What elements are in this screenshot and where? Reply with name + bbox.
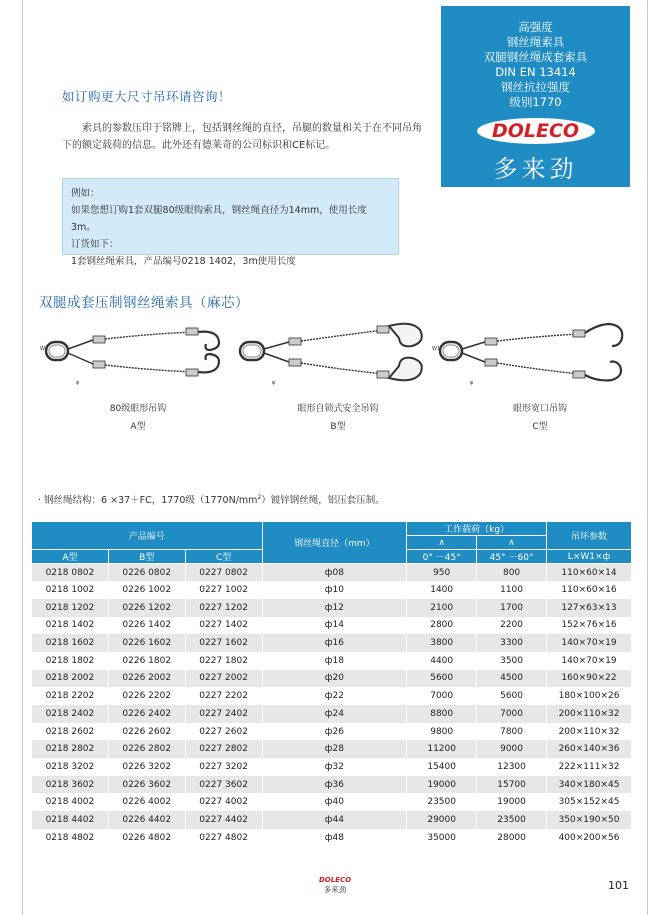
table-cell-r: 152×76×16 bbox=[547, 617, 632, 635]
table-cell-c: 0227 0802 bbox=[185, 564, 262, 582]
table-cell-l2: 3300 bbox=[477, 634, 547, 652]
table-cell-c: 0227 2002 bbox=[185, 670, 262, 688]
table-cell-l1: 2800 bbox=[407, 617, 477, 635]
table-cell-r: 140×70×19 bbox=[547, 634, 632, 652]
header-type-c: C型 bbox=[185, 550, 262, 564]
svg-text:W1: W1 bbox=[40, 346, 49, 352]
spec-line: 高强度 bbox=[518, 20, 553, 34]
footer-logo-cn: 多来劲 bbox=[323, 885, 347, 894]
table-cell-d: ф10 bbox=[262, 581, 407, 599]
table-cell-b: 0226 3602 bbox=[108, 776, 185, 794]
spec-note-pre: · 钢丝绳结构：6 ×37＋FC，1770级（1770N/mm bbox=[38, 495, 258, 506]
table-row bbox=[32, 811, 632, 829]
example-line: 订货如下： bbox=[71, 239, 119, 250]
table-row bbox=[32, 705, 632, 723]
brand-chinese-name: 多来劲 bbox=[493, 155, 578, 183]
table-cell-a: 0218 2002 bbox=[32, 670, 109, 688]
table-cell-c: 0227 4402 bbox=[185, 811, 262, 829]
table-row bbox=[32, 652, 632, 670]
table-cell-a: 0218 1402 bbox=[32, 617, 109, 635]
table-cell-a: 0218 4402 bbox=[32, 811, 109, 829]
table-cell-l1: 9800 bbox=[407, 723, 477, 741]
table-cell-r: 200×110×32 bbox=[547, 705, 632, 723]
product-table bbox=[31, 521, 632, 847]
table-cell-l2: 3500 bbox=[477, 652, 547, 670]
table-cell-r: 350×190×50 bbox=[547, 811, 632, 829]
table-cell-d: ф40 bbox=[262, 793, 407, 811]
table-row bbox=[32, 564, 632, 582]
table-cell-c: 0227 2202 bbox=[185, 687, 262, 705]
table-cell-l1: 950 bbox=[407, 564, 477, 582]
table-cell-l1: 5600 bbox=[407, 670, 477, 688]
table-cell-a: 0218 2802 bbox=[32, 740, 109, 758]
table-row bbox=[32, 793, 632, 811]
section-title: 双腿成套压制钢丝绳索具（麻芯） bbox=[39, 295, 249, 311]
header-ring-params: 吊环参数 bbox=[547, 522, 632, 550]
table-cell-r: 400×200×56 bbox=[547, 829, 632, 847]
table-cell-r: 222×111×32 bbox=[547, 758, 632, 776]
table-cell-d: ф44 bbox=[262, 811, 407, 829]
example-title: 例如： bbox=[71, 188, 100, 199]
table-cell-r: 160×90×22 bbox=[547, 670, 632, 688]
table-cell-l2: 28000 bbox=[477, 829, 547, 847]
table-cell-c: 0227 2402 bbox=[185, 705, 262, 723]
footer-logo-en: DOLECO bbox=[318, 876, 352, 884]
table-cell-r: 305×152×45 bbox=[547, 793, 632, 811]
table-cell-l1: 4400 bbox=[407, 652, 477, 670]
table-cell-r: 340×180×45 bbox=[547, 776, 632, 794]
header-type-a: A型 bbox=[32, 550, 109, 564]
table-cell-a: 0218 4802 bbox=[32, 829, 109, 847]
table-cell-c: 0227 1802 bbox=[185, 652, 262, 670]
svg-text:φ: φ bbox=[272, 380, 276, 386]
svg-text:W1: W1 bbox=[432, 346, 441, 352]
table-cell-l1: 8800 bbox=[407, 705, 477, 723]
brand-box bbox=[441, 6, 630, 187]
table-cell-l1: 35000 bbox=[407, 829, 477, 847]
table-row bbox=[32, 670, 632, 688]
table-cell-c: 0227 1202 bbox=[185, 599, 262, 617]
table-cell-r: 140×70×19 bbox=[547, 652, 632, 670]
table-cell-a: 0218 4002 bbox=[32, 793, 109, 811]
table-cell-a: 0218 0802 bbox=[32, 564, 109, 582]
svg-text:φ: φ bbox=[76, 380, 80, 386]
table-cell-c: 0227 4802 bbox=[185, 829, 262, 847]
spec-line: 双腿钢丝绳成套索具 bbox=[483, 50, 588, 64]
table-cell-b: 0226 2802 bbox=[108, 740, 185, 758]
table-cell-b: 0226 2202 bbox=[108, 687, 185, 705]
table-row bbox=[32, 723, 632, 741]
table-cell-d: ф08 bbox=[262, 564, 407, 582]
table-row bbox=[32, 599, 632, 617]
table-cell-b: 0226 4402 bbox=[108, 811, 185, 829]
table-cell-d: ф32 bbox=[262, 758, 407, 776]
table-cell-r: 110×60×16 bbox=[547, 581, 632, 599]
table-cell-r: 200×110×32 bbox=[547, 723, 632, 741]
table-cell-r: 127×63×13 bbox=[547, 599, 632, 617]
example-line: 1套钢丝绳索具，产品编号0218 1402，3m使用长度 bbox=[71, 256, 296, 267]
wire-rope-spec-note bbox=[38, 492, 385, 506]
table-cell-l1: 15400 bbox=[407, 758, 477, 776]
sling-c-drawing bbox=[430, 320, 630, 390]
table-cell-l2: 23500 bbox=[477, 811, 547, 829]
table-row bbox=[32, 740, 632, 758]
table-cell-d: ф20 bbox=[262, 670, 407, 688]
table-cell-l1: 19000 bbox=[407, 776, 477, 794]
table-cell-b: 0226 1202 bbox=[108, 599, 185, 617]
doleco-logo bbox=[477, 118, 595, 144]
intro-paragraph: 索具的参数压印于铭牌上，包括钢丝绳的直径，吊腿的数量和关于在不同吊角下的额定载荷的信息。此外还有德莱奇的公司标识和CE标记。 bbox=[62, 123, 422, 151]
header-product-code: 产品编号 bbox=[32, 522, 263, 550]
table-cell-d: ф14 bbox=[262, 617, 407, 635]
table-cell-l2: 15700 bbox=[477, 776, 547, 794]
brand-spec bbox=[441, 6, 630, 110]
table-cell-b: 0226 3202 bbox=[108, 758, 185, 776]
table-cell-b: 0226 4802 bbox=[108, 829, 185, 847]
table-row bbox=[32, 687, 632, 705]
diagram-c-caption: 眼形宽口吊钩 bbox=[512, 404, 567, 414]
footer-logo bbox=[306, 876, 364, 895]
table-row bbox=[32, 581, 632, 599]
diagram-b-type: B型 bbox=[330, 422, 346, 432]
table-cell-l1: 3800 bbox=[407, 634, 477, 652]
table-cell-c: 0227 2602 bbox=[185, 723, 262, 741]
table-cell-d: ф22 bbox=[262, 687, 407, 705]
svg-text:φ: φ bbox=[470, 380, 474, 386]
sling-a-drawing bbox=[38, 320, 238, 390]
spec-note-post: ）镀锌钢丝绳，铝压套压制。 bbox=[261, 495, 385, 506]
table-cell-d: ф18 bbox=[262, 652, 407, 670]
header-range-45-60: 45° －60° bbox=[477, 550, 547, 564]
table-cell-c: 0227 4002 bbox=[185, 793, 262, 811]
table-cell-a: 0218 2202 bbox=[32, 687, 109, 705]
table-cell-r: 180×100×26 bbox=[547, 687, 632, 705]
table-cell-r: 260×140×36 bbox=[547, 740, 632, 758]
table-cell-c: 0227 1402 bbox=[185, 617, 262, 635]
page-number: 101 bbox=[608, 879, 629, 892]
table-cell-l2: 9000 bbox=[477, 740, 547, 758]
table-cell-d: ф12 bbox=[262, 599, 407, 617]
table-cell-l2: 12300 bbox=[477, 758, 547, 776]
table-cell-l2: 4500 bbox=[477, 670, 547, 688]
spec-line: 级别1770 bbox=[509, 95, 562, 109]
table-cell-d: ф36 bbox=[262, 776, 407, 794]
table-cell-d: ф48 bbox=[262, 829, 407, 847]
table-cell-l1: 1400 bbox=[407, 581, 477, 599]
diagram-type-b bbox=[234, 320, 434, 390]
table-cell-l2: 800 bbox=[477, 564, 547, 582]
spec-note-sup: 2 bbox=[257, 493, 262, 501]
table-cell-l1: 29000 bbox=[407, 811, 477, 829]
table-row bbox=[32, 829, 632, 847]
logo-text: DOLECO bbox=[491, 120, 580, 142]
diagram-c-type: C型 bbox=[532, 422, 548, 432]
example-box bbox=[62, 178, 399, 267]
diagram-a-type: A型 bbox=[130, 422, 146, 432]
table-cell-l1: 23500 bbox=[407, 793, 477, 811]
table-cell-l2: 2200 bbox=[477, 617, 547, 635]
table-body bbox=[32, 564, 632, 847]
header-type-b: B型 bbox=[108, 550, 185, 564]
table-cell-l1: 7000 bbox=[407, 687, 477, 705]
diagram-type-a bbox=[38, 320, 238, 390]
spec-line: 钢丝抗拉强度 bbox=[501, 80, 570, 94]
table-cell-r: 110×60×14 bbox=[547, 564, 632, 582]
table-cell-a: 0218 1602 bbox=[32, 634, 109, 652]
header-working-load: 工作载荷（kg） bbox=[407, 522, 547, 536]
table-row bbox=[32, 758, 632, 776]
table-cell-a: 0218 1002 bbox=[32, 581, 109, 599]
spec-line: DIN EN 13414 bbox=[495, 65, 576, 79]
table-cell-c: 0227 2802 bbox=[185, 740, 262, 758]
table-cell-b: 0226 2402 bbox=[108, 705, 185, 723]
diagram-b-caption: 眼形自锁式安全吊钩 bbox=[297, 404, 379, 414]
table-cell-b: 0226 1002 bbox=[108, 581, 185, 599]
table-cell-d: ф16 bbox=[262, 634, 407, 652]
table-cell-b: 0226 1402 bbox=[108, 617, 185, 635]
table-cell-c: 0227 3602 bbox=[185, 776, 262, 794]
spec-line: 钢丝绳索具 bbox=[506, 35, 565, 49]
table-cell-a: 0218 2402 bbox=[32, 705, 109, 723]
table-cell-l2: 1100 bbox=[477, 581, 547, 599]
table-cell-a: 0218 2602 bbox=[32, 723, 109, 741]
table-row bbox=[32, 617, 632, 635]
example-line: 如果您想订购1套双腿80级眼钩索具，钢丝绳直径为14mm，使用长度3m。 bbox=[71, 205, 367, 233]
table-cell-l2: 1700 bbox=[477, 599, 547, 617]
table-cell-l1: 2100 bbox=[407, 599, 477, 617]
table-cell-a: 0218 3202 bbox=[32, 758, 109, 776]
table-cell-l2: 5600 bbox=[477, 687, 547, 705]
header-diameter: 钢丝绳直径（mm） bbox=[262, 522, 407, 564]
table-cell-l2: 7800 bbox=[477, 723, 547, 741]
header-angle-mark-1: ∧ bbox=[407, 536, 477, 550]
table-cell-c: 0227 3202 bbox=[185, 758, 262, 776]
table-cell-d: ф24 bbox=[262, 705, 407, 723]
table-row bbox=[32, 634, 632, 652]
inquiry-heading: 如订购更大尺寸吊环请咨询！ bbox=[62, 89, 232, 104]
table-cell-d: ф28 bbox=[262, 740, 407, 758]
header-ring-dims: L×W1×ф bbox=[547, 550, 632, 564]
table-cell-a: 0218 3602 bbox=[32, 776, 109, 794]
table-cell-l1: 11200 bbox=[407, 740, 477, 758]
table-row bbox=[32, 776, 632, 794]
table-cell-b: 0226 2002 bbox=[108, 670, 185, 688]
sling-b-drawing bbox=[234, 320, 434, 390]
table-cell-b: 0226 1602 bbox=[108, 634, 185, 652]
table-cell-b: 0226 4002 bbox=[108, 793, 185, 811]
table-cell-l2: 19000 bbox=[477, 793, 547, 811]
table-cell-a: 0218 1202 bbox=[32, 599, 109, 617]
header-range-0-45: 0° －45° bbox=[407, 550, 477, 564]
header-angle-mark-2: ∧ bbox=[477, 536, 547, 550]
table-cell-l2: 7000 bbox=[477, 705, 547, 723]
table-cell-d: ф26 bbox=[262, 723, 407, 741]
table-cell-c: 0227 1602 bbox=[185, 634, 262, 652]
table-cell-c: 0227 1002 bbox=[185, 581, 262, 599]
table-cell-b: 0226 2602 bbox=[108, 723, 185, 741]
table-cell-a: 0218 1802 bbox=[32, 652, 109, 670]
table-cell-b: 0226 1802 bbox=[108, 652, 185, 670]
diagram-type-c bbox=[430, 320, 630, 390]
table-cell-b: 0226 0802 bbox=[108, 564, 185, 582]
diagram-a-caption: 80级眼形吊钩 bbox=[109, 404, 167, 414]
